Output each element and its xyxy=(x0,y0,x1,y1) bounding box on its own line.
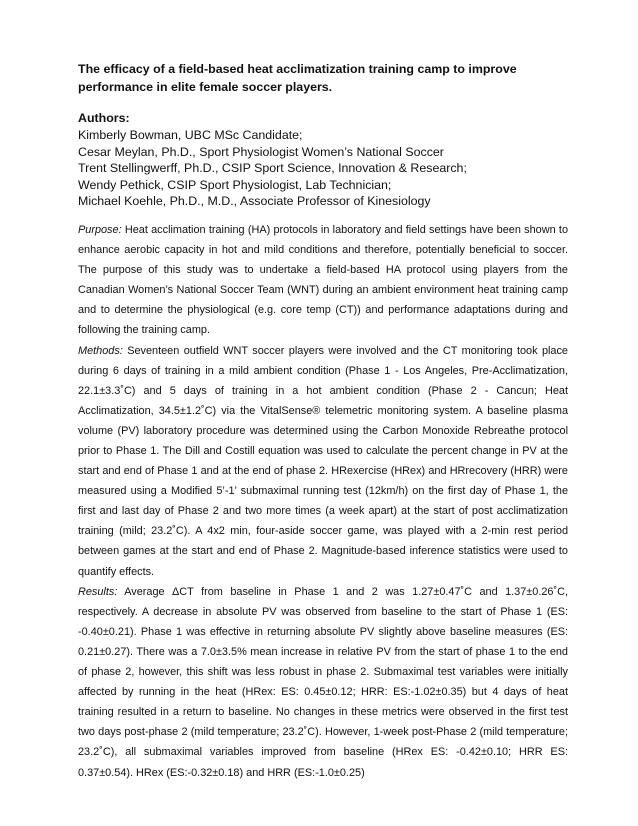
methods-label: Methods: xyxy=(78,344,123,357)
document-page xyxy=(78,60,568,783)
methods-paragraph xyxy=(78,341,568,582)
authors-list xyxy=(78,127,568,210)
author-line: Michael Koehle, Ph.D., M.D., Associate Professor of Kinesiology xyxy=(78,194,431,209)
author-line: Trent Stellingwerff, Ph.D., CSIP Sport Science, Innovation & Research; xyxy=(78,161,467,176)
results-paragraph xyxy=(78,582,568,783)
methods-text: Seventeen outfield WNT soccer players were involved and the CT monitoring took place during 6 days of training in a mild ambient condition (Phase 1 - Los Angeles, Pre-Acclimatization, 22.1±3.3˚C) and 5 days of training in a hot ambient condition (Phase 2 - Cancun; Heat Acclimatization, 34.5±1.2˚C) via the VitalSense® telemetric monitoring system. A baseline plasma volume (PV) laboratory procedure was determined using the Carbon Monoxide Rebreathe protocol prior to Phase 1. The Dill and Costill equation was used to calculate the percent change in PV at the start and end of Phase 1 and at the end of phase 2. HRexercise (HRex) and HRrecovery (HRR) were measured using a Modified 5’-1’ submaximal running test (12km/h) on the first day of Phase 1, the first and last day of Phase 2 and two more times (a week apart) at the start of post acclimatization training (mild; 23.2˚C). A 4x2 min, four-aside soccer game, was played with a 2-min rest period between games at the start and end of Phase 2. Magnitude-based inference statistics were used to quantify effects. xyxy=(78,344,568,578)
author-line: Wendy Pethick, CSIP Sport Physiologist, Lab Technician; xyxy=(78,177,392,192)
document-title: The efficacy of a field-based heat acclimatization training camp to improve performance in elite female soccer players. xyxy=(78,62,517,94)
abstract xyxy=(78,220,568,783)
author-line: Kimberly Bowman, UBC MSc Candidate; xyxy=(78,128,303,142)
purpose-label: Purpose: xyxy=(78,223,122,236)
results-text: Average ΔCT from baseline in Phase 1 and 2 was 1.27±0.47˚C and 1.37±0.26˚C, respectively. A decrease in absolute PV was observed from baseline to the start of Phase 1 (ES: -0.40±0.21). Phase 1 was effective in returning absolute PV slightly above baseline measures (ES: 0.21±0.27). There was a 7.0±3.5% mean increase in relative PV from the start of phase 1 to the end of phase 2, however, this shift was less robust in phase 2. Submaximal test variables were initially affected by running in the heat (HRex: ES: 0.45±0.12; HRR: ES:-1.02±0.35) but 4 days of heat training resulted in a return to baseline. No changes in these metrics were observed in the first test two days post-phase 2 (mild temperature; 23.2˚C). However, 1-week post-Phase 2 (mild temperature; 23.2˚C), all submaximal variables improved from baseline (HRex ES: -0.42±0.10; HRR ES: 0.37±0.54). HRex (ES:-0.32±0.18) and HRR (ES:-1.0±0.25) xyxy=(78,585,568,779)
purpose-text: Heat acclimation training (HA) protocols in laboratory and field settings have been shown to enhance aerobic capacity in hot and mild conditions and therefore, potentially beneficial to soccer. The purpose of this study was to undertake a field-based HA protocol using players from the Canadian Women’s National Soccer Team (WNT) during an ambient environment heat training camp and to determine the physiological (e.g. core temp (CT)) and performance adaptations during and following the training camp. xyxy=(78,223,568,337)
purpose-paragraph xyxy=(78,220,568,341)
authors-heading: Authors: xyxy=(78,111,130,125)
author-line: Cesar Meylan, Ph.D., Sport Physiologist Women’s National Soccer xyxy=(78,144,444,159)
results-label: Results: xyxy=(78,585,118,598)
